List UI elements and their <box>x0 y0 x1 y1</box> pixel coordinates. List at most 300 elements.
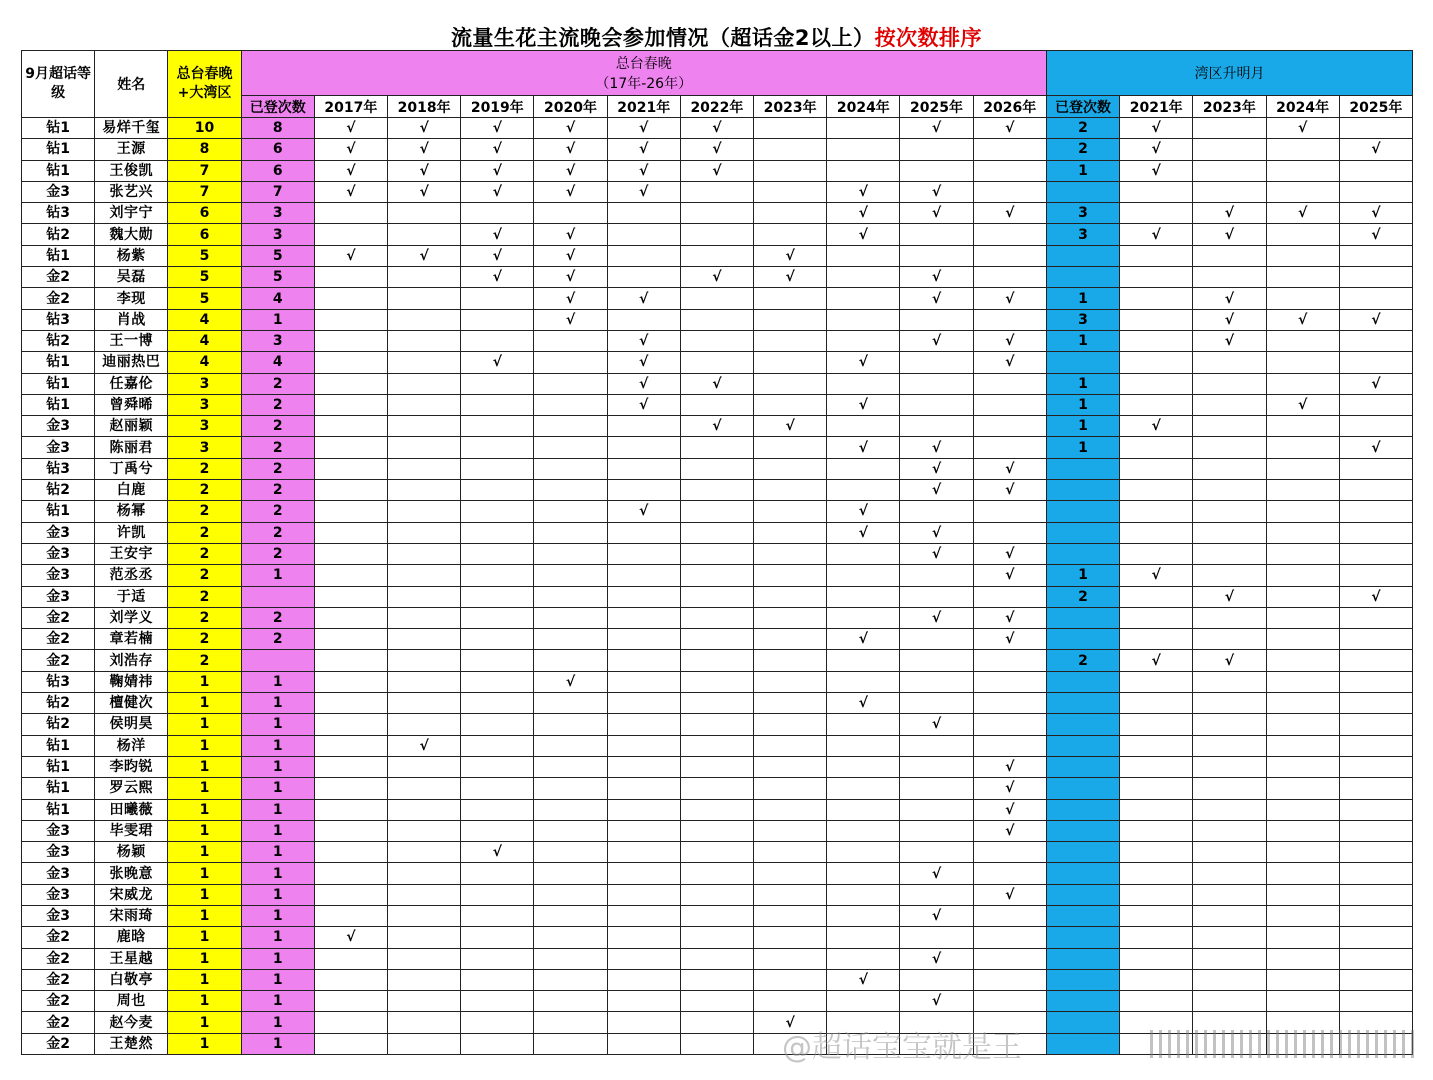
gba-check-cell: √ <box>1120 118 1193 139</box>
table-row <box>22 501 1413 522</box>
cctv-check-cell <box>754 629 827 650</box>
level-cell: 金2 <box>22 629 95 650</box>
gba-check-cell: √ <box>1120 224 1193 245</box>
cctv-check-cell: √ <box>388 118 461 139</box>
cctv-check-cell <box>680 799 753 820</box>
cctv-check-cell <box>388 224 461 245</box>
level-cell: 钻1 <box>22 373 95 394</box>
cctv-check-cell: √ <box>973 756 1046 777</box>
total-count-cell: 3 <box>168 416 241 437</box>
cctv-check-cell <box>314 394 387 415</box>
name-cell: 王俊凯 <box>95 160 168 181</box>
gba-check-cell <box>1120 245 1193 266</box>
cctv-check-cell <box>388 586 461 607</box>
cctv-count-cell: 3 <box>241 203 314 224</box>
gba-check-cell <box>1120 352 1193 373</box>
cctv-check-cell <box>461 650 534 671</box>
cctv-check-cell <box>900 373 973 394</box>
cctv-check-cell <box>680 203 753 224</box>
name-cell: 许凯 <box>95 522 168 543</box>
header-gba-year: 2024年 <box>1266 96 1339 118</box>
cctv-check-cell <box>754 288 827 309</box>
cctv-count-cell: 2 <box>241 480 314 501</box>
cctv-check-cell <box>827 245 900 266</box>
level-cell: 金2 <box>22 607 95 628</box>
gba-check-cell <box>1120 309 1193 330</box>
header-cctv-year: 2019年 <box>461 96 534 118</box>
cctv-check-cell <box>607 991 680 1012</box>
cctv-check-cell <box>607 522 680 543</box>
cctv-check-cell <box>680 522 753 543</box>
cctv-check-cell <box>607 437 680 458</box>
gba-check-cell <box>1193 671 1266 692</box>
gba-check-cell <box>1266 884 1339 905</box>
name-cell: 宋威龙 <box>95 884 168 905</box>
cctv-check-cell <box>973 948 1046 969</box>
cctv-check-cell <box>461 203 534 224</box>
gba-check-cell <box>1193 607 1266 628</box>
gba-check-cell <box>1339 522 1412 543</box>
cctv-check-cell <box>973 267 1046 288</box>
cctv-check-cell <box>680 394 753 415</box>
gba-check-cell <box>1339 480 1412 501</box>
cctv-check-cell <box>973 501 1046 522</box>
cctv-count-cell: 5 <box>241 245 314 266</box>
cctv-check-cell <box>680 352 753 373</box>
gba-check-cell <box>1266 245 1339 266</box>
gba-check-cell: √ <box>1339 586 1412 607</box>
gba-check-cell <box>1193 842 1266 863</box>
name-cell: 任嘉伦 <box>95 373 168 394</box>
cctv-check-cell <box>314 288 387 309</box>
cctv-check-cell <box>827 863 900 884</box>
total-count-cell: 2 <box>168 522 241 543</box>
cctv-check-cell: √ <box>900 118 973 139</box>
cctv-check-cell <box>900 927 973 948</box>
gba-check-cell <box>1120 884 1193 905</box>
cctv-check-cell <box>534 543 607 564</box>
cctv-check-cell <box>900 756 973 777</box>
total-count-cell: 1 <box>168 1012 241 1033</box>
level-cell: 金3 <box>22 181 95 202</box>
cctv-check-cell <box>461 991 534 1012</box>
cctv-check-cell: √ <box>680 267 753 288</box>
table-row <box>22 714 1413 735</box>
cctv-check-cell <box>314 756 387 777</box>
total-count-cell: 2 <box>168 650 241 671</box>
cctv-check-cell <box>680 991 753 1012</box>
cctv-check-cell <box>461 714 534 735</box>
name-cell: 周也 <box>95 991 168 1012</box>
cctv-check-cell: √ <box>388 160 461 181</box>
cctv-check-cell: √ <box>754 245 827 266</box>
cctv-check-cell <box>314 437 387 458</box>
cctv-check-cell <box>607 629 680 650</box>
gba-count-cell <box>1046 756 1119 777</box>
gba-check-cell <box>1193 714 1266 735</box>
cctv-check-cell <box>607 650 680 671</box>
cctv-check-cell <box>607 693 680 714</box>
cctv-check-cell <box>754 884 827 905</box>
cctv-check-cell <box>973 373 1046 394</box>
gba-check-cell: √ <box>1266 203 1339 224</box>
table-row <box>22 224 1413 245</box>
cctv-check-cell <box>900 160 973 181</box>
cctv-check-cell <box>534 501 607 522</box>
cctv-count-cell: 1 <box>241 927 314 948</box>
gba-check-cell <box>1120 586 1193 607</box>
cctv-check-cell: √ <box>680 416 753 437</box>
gba-check-cell <box>1339 543 1412 564</box>
cctv-check-cell: √ <box>973 820 1046 841</box>
name-cell: 杨洋 <box>95 735 168 756</box>
gba-check-cell: √ <box>1266 394 1339 415</box>
name-cell: 王一博 <box>95 330 168 351</box>
cctv-check-cell <box>973 309 1046 330</box>
cctv-count-cell: 3 <box>241 330 314 351</box>
cctv-check-cell <box>607 756 680 777</box>
level-cell: 金3 <box>22 905 95 926</box>
cctv-count-cell: 1 <box>241 969 314 990</box>
cctv-check-cell: √ <box>827 394 900 415</box>
cctv-check-cell <box>754 948 827 969</box>
cctv-check-cell <box>461 565 534 586</box>
gba-count-cell: 3 <box>1046 203 1119 224</box>
gba-check-cell <box>1339 267 1412 288</box>
cctv-check-cell: √ <box>461 352 534 373</box>
table-row <box>22 522 1413 543</box>
gba-count-cell <box>1046 245 1119 266</box>
cctv-check-cell <box>754 458 827 479</box>
cctv-check-cell <box>388 543 461 564</box>
cctv-check-cell <box>534 437 607 458</box>
cctv-check-cell <box>607 1033 680 1054</box>
cctv-check-cell: √ <box>973 203 1046 224</box>
header-cctv-year: 2017年 <box>314 96 387 118</box>
name-cell: 刘宇宁 <box>95 203 168 224</box>
total-count-cell: 3 <box>168 373 241 394</box>
gba-check-cell <box>1120 842 1193 863</box>
gba-count-cell <box>1046 1033 1119 1054</box>
cctv-check-cell <box>973 714 1046 735</box>
cctv-check-cell: √ <box>973 778 1046 799</box>
cctv-check-cell <box>754 203 827 224</box>
gba-check-cell <box>1120 991 1193 1012</box>
cctv-check-cell <box>534 203 607 224</box>
total-count-cell: 1 <box>168 820 241 841</box>
cctv-check-cell <box>827 118 900 139</box>
name-cell: 杨幂 <box>95 501 168 522</box>
cctv-check-cell <box>827 905 900 926</box>
gba-check-cell <box>1339 607 1412 628</box>
cctv-check-cell <box>827 416 900 437</box>
cctv-check-cell <box>314 1033 387 1054</box>
cctv-check-cell <box>314 309 387 330</box>
gba-check-cell <box>1266 714 1339 735</box>
gba-check-cell <box>1193 394 1266 415</box>
gba-count-cell: 1 <box>1046 160 1119 181</box>
cctv-check-cell <box>388 288 461 309</box>
cctv-check-cell <box>973 437 1046 458</box>
cctv-check-cell <box>680 181 753 202</box>
gba-check-cell <box>1193 565 1266 586</box>
gba-check-cell <box>1266 991 1339 1012</box>
level-cell: 金2 <box>22 991 95 1012</box>
cctv-check-cell <box>314 565 387 586</box>
table-row <box>22 969 1413 990</box>
gba-check-cell <box>1193 927 1266 948</box>
gba-check-cell <box>1266 501 1339 522</box>
cctv-check-cell: √ <box>827 969 900 990</box>
cctv-check-cell <box>900 501 973 522</box>
cctv-check-cell: √ <box>534 245 607 266</box>
cctv-check-cell <box>827 799 900 820</box>
gba-check-cell <box>1266 160 1339 181</box>
gba-check-cell <box>1339 671 1412 692</box>
name-cell: 毕雯珺 <box>95 820 168 841</box>
cctv-check-cell: √ <box>900 288 973 309</box>
level-cell: 钻3 <box>22 458 95 479</box>
gba-check-cell <box>1266 863 1339 884</box>
gba-check-cell <box>1266 181 1339 202</box>
gba-check-cell <box>1266 671 1339 692</box>
gba-check-cell: √ <box>1339 139 1412 160</box>
cctv-count-cell: 1 <box>241 905 314 926</box>
gba-check-cell <box>1339 330 1412 351</box>
cctv-check-cell <box>900 799 973 820</box>
cctv-check-cell <box>827 565 900 586</box>
gba-check-cell: √ <box>1193 309 1266 330</box>
cctv-check-cell <box>461 693 534 714</box>
cctv-check-cell <box>314 820 387 841</box>
cctv-check-cell <box>680 1012 753 1033</box>
cctv-check-cell <box>607 480 680 501</box>
cctv-check-cell <box>680 480 753 501</box>
header-cctv-year: 2024年 <box>827 96 900 118</box>
cctv-check-cell <box>607 224 680 245</box>
cctv-check-cell <box>461 1012 534 1033</box>
cctv-check-cell <box>534 480 607 501</box>
cctv-check-cell <box>388 863 461 884</box>
gba-check-cell <box>1266 969 1339 990</box>
cctv-check-cell <box>388 1012 461 1033</box>
level-cell: 金2 <box>22 267 95 288</box>
name-cell: 赵今麦 <box>95 1012 168 1033</box>
cctv-check-cell: √ <box>973 629 1046 650</box>
cctv-count-cell: 1 <box>241 671 314 692</box>
cctv-count-cell: 1 <box>241 948 314 969</box>
table-row <box>22 245 1413 266</box>
cctv-check-cell: √ <box>973 330 1046 351</box>
gba-check-cell <box>1266 565 1339 586</box>
cctv-check-cell <box>754 927 827 948</box>
cctv-check-cell: √ <box>754 1012 827 1033</box>
cctv-check-cell: √ <box>534 267 607 288</box>
total-count-cell: 1 <box>168 905 241 926</box>
cctv-check-cell <box>461 799 534 820</box>
table-row <box>22 437 1413 458</box>
cctv-check-cell <box>607 309 680 330</box>
cctv-count-cell: 2 <box>241 394 314 415</box>
gba-check-cell <box>1339 778 1412 799</box>
cctv-check-cell <box>827 586 900 607</box>
name-cell: 张晚意 <box>95 863 168 884</box>
name-cell: 王星越 <box>95 948 168 969</box>
cctv-check-cell <box>973 905 1046 926</box>
table-row <box>22 458 1413 479</box>
cctv-check-cell <box>680 735 753 756</box>
cctv-check-cell <box>534 1012 607 1033</box>
gba-check-cell <box>1193 139 1266 160</box>
cctv-count-cell: 1 <box>241 735 314 756</box>
cctv-check-cell <box>607 671 680 692</box>
cctv-check-cell <box>973 245 1046 266</box>
gba-check-cell <box>1266 927 1339 948</box>
gba-check-cell <box>1266 480 1339 501</box>
gba-check-cell <box>1193 756 1266 777</box>
cctv-count-cell: 1 <box>241 884 314 905</box>
gba-check-cell <box>1266 905 1339 926</box>
cctv-check-cell <box>461 394 534 415</box>
cctv-check-cell <box>754 969 827 990</box>
cctv-check-cell <box>314 330 387 351</box>
cctv-check-cell <box>973 416 1046 437</box>
cctv-check-cell <box>680 458 753 479</box>
level-cell: 金3 <box>22 416 95 437</box>
name-cell: 肖战 <box>95 309 168 330</box>
total-count-cell: 1 <box>168 693 241 714</box>
gba-check-cell <box>1193 480 1266 501</box>
total-count-cell: 1 <box>168 1033 241 1054</box>
cctv-check-cell: √ <box>534 309 607 330</box>
name-cell: 杨紫 <box>95 245 168 266</box>
gba-count-cell: 2 <box>1046 139 1119 160</box>
cctv-check-cell <box>314 671 387 692</box>
level-cell: 钻1 <box>22 160 95 181</box>
cctv-check-cell <box>680 778 753 799</box>
gba-check-cell <box>1193 522 1266 543</box>
cctv-check-cell <box>754 565 827 586</box>
cctv-count-cell: 5 <box>241 267 314 288</box>
total-count-cell: 10 <box>168 118 241 139</box>
level-cell: 钻3 <box>22 203 95 224</box>
cctv-check-cell <box>534 693 607 714</box>
cctv-count-cell: 1 <box>241 1033 314 1054</box>
gba-check-cell <box>1120 373 1193 394</box>
gba-check-cell: √ <box>1193 224 1266 245</box>
cctv-check-cell: √ <box>680 118 753 139</box>
gba-check-cell <box>1193 416 1266 437</box>
cctv-check-cell <box>388 1033 461 1054</box>
cctv-check-cell: √ <box>314 245 387 266</box>
level-cell: 钻1 <box>22 139 95 160</box>
gba-check-cell <box>1266 543 1339 564</box>
cctv-check-cell <box>388 969 461 990</box>
cctv-check-cell <box>461 778 534 799</box>
cctv-check-cell <box>827 330 900 351</box>
gba-count-cell: 2 <box>1046 586 1119 607</box>
table-row <box>22 607 1413 628</box>
gba-check-cell: √ <box>1193 330 1266 351</box>
cctv-check-cell <box>461 501 534 522</box>
gba-count-cell: 3 <box>1046 309 1119 330</box>
cctv-check-cell: √ <box>827 203 900 224</box>
watermark-text: @超话宝宝就是王 <box>782 1030 1022 1065</box>
gba-check-cell <box>1339 991 1412 1012</box>
cctv-check-cell <box>314 586 387 607</box>
cctv-check-cell: √ <box>607 352 680 373</box>
gba-check-cell <box>1266 288 1339 309</box>
gba-count-cell <box>1046 458 1119 479</box>
name-cell: 王源 <box>95 139 168 160</box>
cctv-check-cell <box>900 309 973 330</box>
cctv-check-cell <box>680 671 753 692</box>
cctv-check-cell <box>973 671 1046 692</box>
gba-count-cell <box>1046 820 1119 841</box>
cctv-check-cell: √ <box>314 927 387 948</box>
cctv-count-cell: 1 <box>241 778 314 799</box>
page-title <box>0 22 1433 52</box>
table-row <box>22 671 1413 692</box>
gba-check-cell <box>1120 756 1193 777</box>
gba-check-cell <box>1120 969 1193 990</box>
table-row <box>22 373 1413 394</box>
gba-count-cell <box>1046 607 1119 628</box>
cctv-check-cell <box>461 884 534 905</box>
cctv-check-cell <box>461 735 534 756</box>
total-count-cell: 2 <box>168 501 241 522</box>
table-row <box>22 267 1413 288</box>
total-count-cell: 1 <box>168 842 241 863</box>
gba-check-cell <box>1120 522 1193 543</box>
cctv-count-cell: 4 <box>241 352 314 373</box>
level-cell: 钻1 <box>22 245 95 266</box>
gba-check-cell <box>1266 629 1339 650</box>
table-row <box>22 416 1413 437</box>
cctv-check-cell: √ <box>607 181 680 202</box>
name-cell: 陈丽君 <box>95 437 168 458</box>
cctv-check-cell <box>680 948 753 969</box>
level-cell: 钻1 <box>22 799 95 820</box>
cctv-check-cell <box>973 650 1046 671</box>
cctv-count-cell: 1 <box>241 820 314 841</box>
cctv-check-cell: √ <box>973 480 1046 501</box>
cctv-check-cell <box>973 927 1046 948</box>
cctv-check-cell <box>314 735 387 756</box>
total-count-cell: 1 <box>168 671 241 692</box>
level-cell: 金3 <box>22 842 95 863</box>
gba-check-cell <box>1339 714 1412 735</box>
name-cell: 迪丽热巴 <box>95 352 168 373</box>
gba-count-cell <box>1046 863 1119 884</box>
gba-check-cell <box>1339 416 1412 437</box>
cctv-check-cell <box>314 501 387 522</box>
cctv-check-cell <box>827 288 900 309</box>
cctv-check-cell <box>754 139 827 160</box>
level-cell: 金2 <box>22 927 95 948</box>
cctv-check-cell <box>314 203 387 224</box>
cctv-check-cell <box>607 565 680 586</box>
cctv-count-cell: 2 <box>241 373 314 394</box>
cctv-check-cell <box>388 522 461 543</box>
cctv-check-cell: √ <box>900 863 973 884</box>
name-cell: 章若楠 <box>95 629 168 650</box>
level-cell: 金3 <box>22 565 95 586</box>
cctv-check-cell <box>388 394 461 415</box>
cctv-check-cell <box>754 820 827 841</box>
cctv-check-cell <box>680 693 753 714</box>
total-count-cell: 2 <box>168 458 241 479</box>
